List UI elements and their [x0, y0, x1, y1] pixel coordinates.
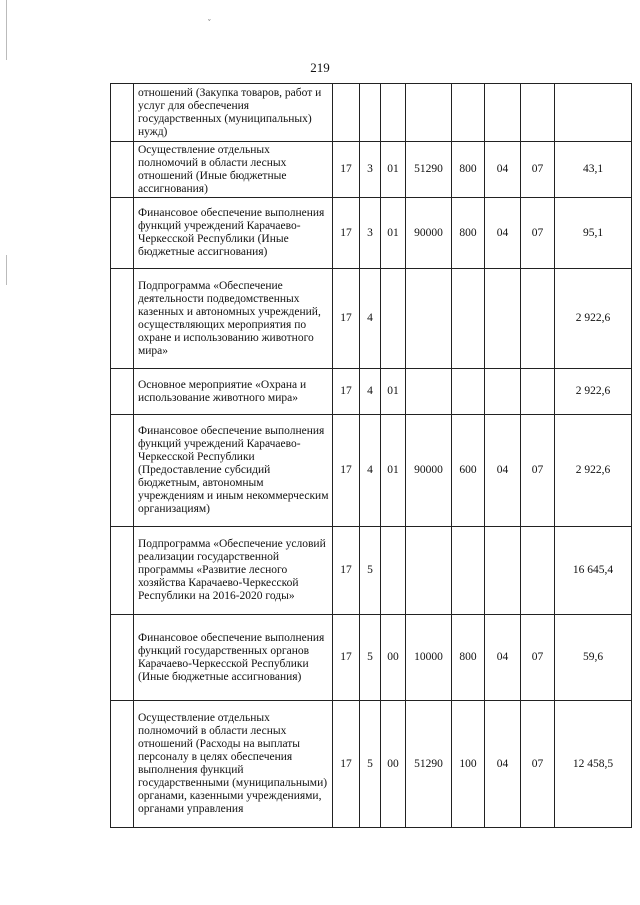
code-cell-3: 01	[381, 198, 406, 269]
item-name-cell: Осуществление отдельных полномочий в области лесных отношений (Иные бюджетные ассигнования)	[134, 142, 333, 198]
code-cell-3: 01	[381, 415, 406, 527]
code-cell-6: 04	[485, 701, 521, 828]
row-lead-cell	[111, 84, 134, 142]
code-cell-6	[485, 84, 521, 142]
item-name-cell: Подпрограмма «Обеспечение условий реализации государственной программы «Развитие лесного хозяйства Карачаево-Черкесской Республики на 2016-2020 годы»	[134, 527, 333, 615]
code-cell-6	[485, 369, 521, 415]
row-lead-cell	[111, 369, 134, 415]
code-cell-7: 07	[521, 415, 555, 527]
code-cell-4: 90000	[406, 415, 452, 527]
code-cell-2	[360, 84, 381, 142]
item-name-cell: Финансовое обеспечение выполнения функций государственных органов Карачаево-Черкесской Республики (Иные бюджетные ассигнования)	[134, 615, 333, 701]
code-cell-5	[452, 84, 485, 142]
code-cell-2: 5	[360, 701, 381, 828]
scan-edge-line	[6, 0, 7, 60]
code-cell-1: 17	[333, 615, 360, 701]
code-cell-2: 4	[360, 369, 381, 415]
code-cell-7	[521, 84, 555, 142]
code-cell-1: 17	[333, 198, 360, 269]
amount-cell: 43,1	[555, 142, 632, 198]
code-cell-6: 04	[485, 198, 521, 269]
code-cell-3: 00	[381, 615, 406, 701]
amount-cell: 95,1	[555, 198, 632, 269]
code-cell-5	[452, 269, 485, 369]
row-lead-cell	[111, 415, 134, 527]
code-cell-6: 04	[485, 615, 521, 701]
table-row	[111, 84, 632, 142]
code-cell-7	[521, 369, 555, 415]
code-cell-3: 01	[381, 142, 406, 198]
row-lead-cell	[111, 142, 134, 198]
row-lead-cell	[111, 269, 134, 369]
item-name-cell: Осуществление отдельных полномочий в области лесных отношений (Расходы на выплаты персоналу в целях обеспечения выполнения функций государственными (муниципальными) органами, казенными учреждениями, органами управления	[134, 701, 333, 828]
code-cell-2: 3	[360, 142, 381, 198]
table-row	[111, 198, 632, 269]
amount-cell: 2 922,6	[555, 369, 632, 415]
scan-speck: ˇ	[208, 18, 211, 27]
code-cell-6: 04	[485, 415, 521, 527]
code-cell-6	[485, 269, 521, 369]
code-cell-5: 600	[452, 415, 485, 527]
code-cell-5: 800	[452, 198, 485, 269]
code-cell-1: 17	[333, 142, 360, 198]
code-cell-1: 17	[333, 701, 360, 828]
code-cell-7: 07	[521, 701, 555, 828]
code-cell-1	[333, 84, 360, 142]
row-lead-cell	[111, 527, 134, 615]
item-name-cell: Финансовое обеспечение выполнения функций учреждений Карачаево-Черкесской Республики (Иные бюджетные ассигнования)	[134, 198, 333, 269]
code-cell-4: 90000	[406, 198, 452, 269]
code-cell-3	[381, 527, 406, 615]
code-cell-2: 4	[360, 415, 381, 527]
amount-cell: 2 922,6	[555, 269, 632, 369]
item-name-cell: Основное мероприятие «Охрана и использование животного мира»	[134, 369, 333, 415]
table-row	[111, 701, 632, 828]
code-cell-7	[521, 527, 555, 615]
code-cell-4: 51290	[406, 701, 452, 828]
code-cell-1: 17	[333, 415, 360, 527]
code-cell-4	[406, 84, 452, 142]
code-cell-4	[406, 369, 452, 415]
code-cell-3	[381, 84, 406, 142]
table-row	[111, 142, 632, 198]
code-cell-3: 01	[381, 369, 406, 415]
table-row	[111, 415, 632, 527]
code-cell-1: 17	[333, 269, 360, 369]
item-name-cell: Финансовое обеспечение выполнения функций учреждений Карачаево-Черкесской Республики (Предоставление субсидий бюджетным, автономным учреждениям и иным некоммерческим организациям)	[134, 415, 333, 527]
row-lead-cell	[111, 198, 134, 269]
amount-cell: 2 922,6	[555, 415, 632, 527]
code-cell-4	[406, 527, 452, 615]
code-cell-3: 00	[381, 701, 406, 828]
code-cell-5: 100	[452, 701, 485, 828]
code-cell-7: 07	[521, 142, 555, 198]
code-cell-4: 10000	[406, 615, 452, 701]
row-lead-cell	[111, 615, 134, 701]
code-cell-7: 07	[521, 615, 555, 701]
amount-cell: 16 645,4	[555, 527, 632, 615]
amount-cell	[555, 84, 632, 142]
budget-table	[110, 83, 632, 828]
code-cell-1: 17	[333, 369, 360, 415]
code-cell-2: 4	[360, 269, 381, 369]
code-cell-1: 17	[333, 527, 360, 615]
code-cell-5	[452, 527, 485, 615]
code-cell-7	[521, 269, 555, 369]
code-cell-5: 800	[452, 142, 485, 198]
table-row	[111, 527, 632, 615]
code-cell-2: 3	[360, 198, 381, 269]
item-name-cell: Подпрограмма «Обеспечение деятельности подведомственных казенных и автономных учреждений, осуществляющих мероприятия по охране и использованию животного мира»	[134, 269, 333, 369]
code-cell-2: 5	[360, 615, 381, 701]
item-name-cell: отношений (Закупка товаров, работ и услуг для обеспечения государственных (муниципальных) нужд)	[134, 84, 333, 142]
code-cell-2: 5	[360, 527, 381, 615]
amount-cell: 12 458,5	[555, 701, 632, 828]
page-number: 219	[310, 60, 330, 75]
code-cell-6	[485, 527, 521, 615]
code-cell-5	[452, 369, 485, 415]
code-cell-5: 800	[452, 615, 485, 701]
row-lead-cell	[111, 701, 134, 828]
table-row	[111, 369, 632, 415]
table-row	[111, 269, 632, 369]
code-cell-3	[381, 269, 406, 369]
code-cell-4	[406, 269, 452, 369]
table-row	[111, 615, 632, 701]
amount-cell: 59,6	[555, 615, 632, 701]
code-cell-6: 04	[485, 142, 521, 198]
scan-edge-line	[6, 255, 7, 285]
code-cell-7: 07	[521, 198, 555, 269]
code-cell-4: 51290	[406, 142, 452, 198]
